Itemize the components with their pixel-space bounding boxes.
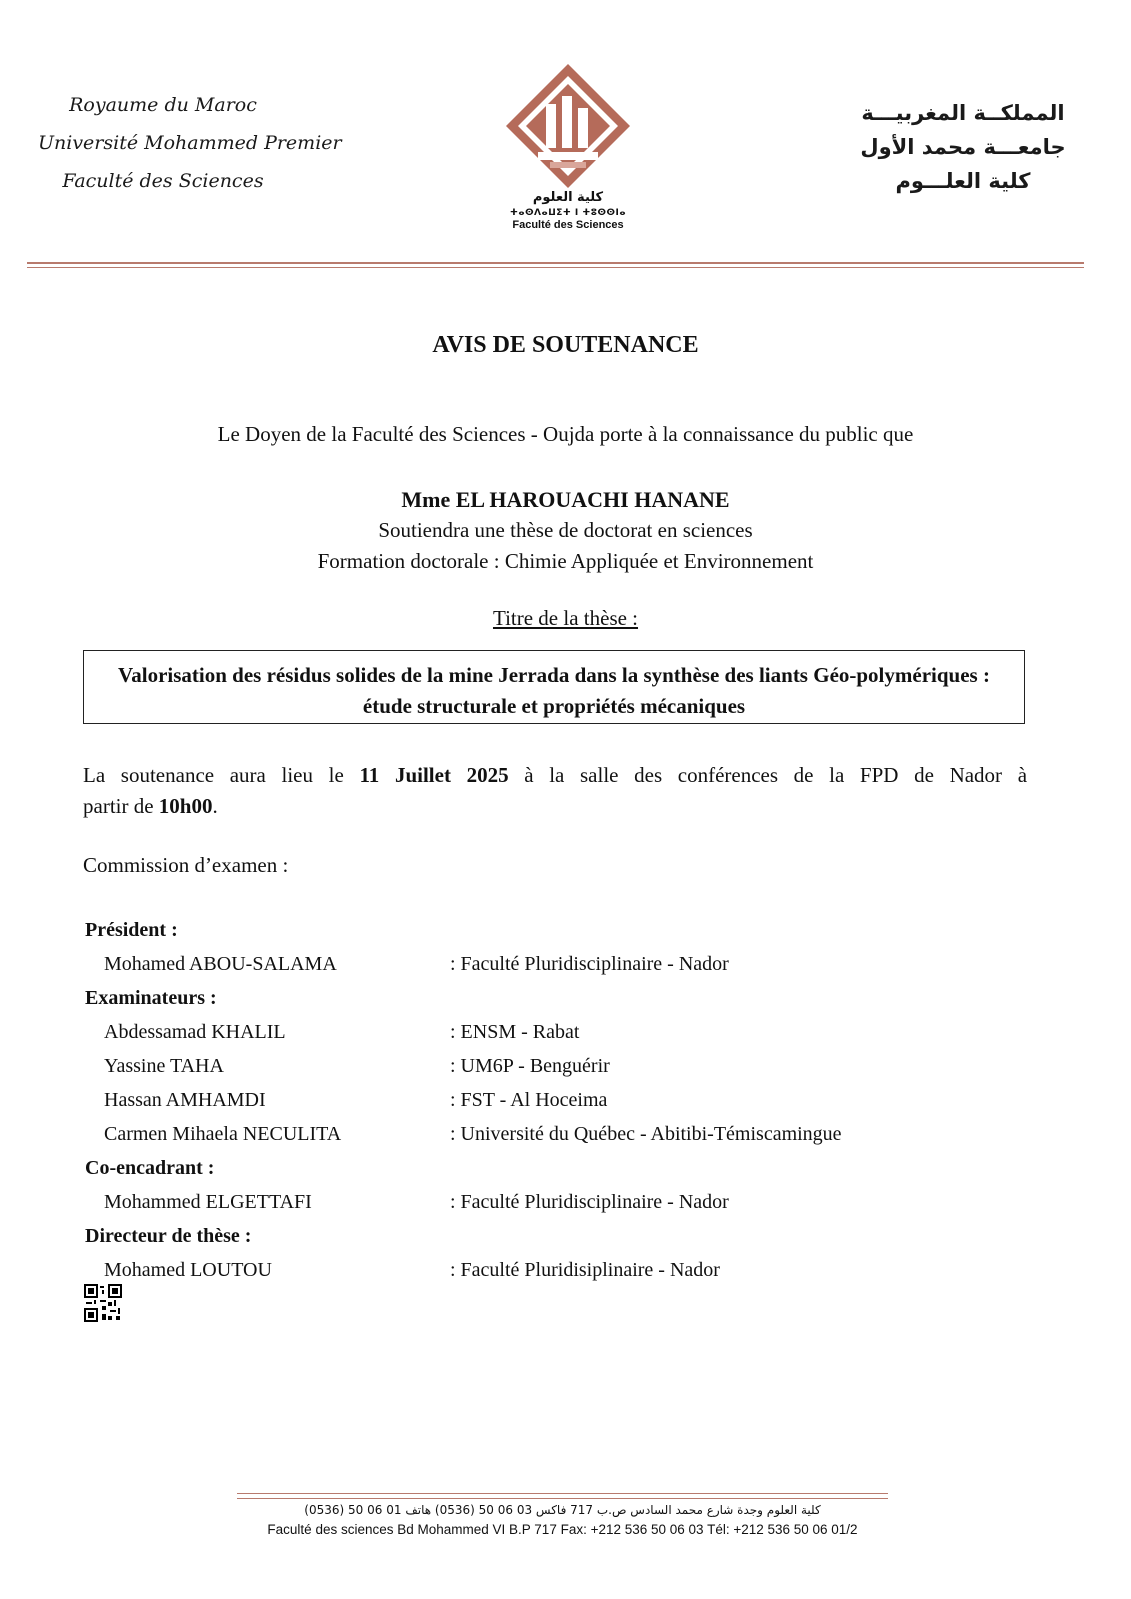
candidate-degree: Soutiendra une thèse de doctorat en sciences bbox=[378, 518, 753, 542]
jury-member bbox=[85, 1185, 1045, 1219]
member-affiliation: : ENSM - Rabat bbox=[450, 1021, 580, 1043]
header-divider bbox=[27, 262, 1084, 264]
jury-member bbox=[85, 1083, 1045, 1117]
footer-divider-thin bbox=[237, 1498, 888, 1499]
member-name: Abdessamad KHALIL bbox=[104, 1021, 286, 1043]
member-affiliation: : Faculté Pluridisciplinaire - Nador bbox=[450, 1191, 729, 1213]
header-faculty-ar: كلية العلـــوم bbox=[895, 169, 1031, 193]
footer-divider bbox=[237, 1493, 888, 1494]
jury-member bbox=[85, 1117, 1045, 1151]
jury-member bbox=[85, 947, 1045, 981]
defense-date: 11 Juillet 2025 bbox=[359, 763, 509, 787]
member-name: Mohamed ABOU-SALAMA bbox=[104, 953, 337, 975]
defense-time: 10h00 bbox=[158, 794, 213, 818]
member-affiliation: : FST - Al Hoceima bbox=[450, 1089, 608, 1111]
jury-role-president: Président : bbox=[85, 919, 178, 941]
jury-role-examiners: Examinateurs : bbox=[85, 987, 217, 1009]
header-left-block bbox=[38, 86, 342, 200]
thesis-title-box: Valorisation des résidus solides de la mine Jerrada dans la synthèse des liants Géo-polymériques : étude structurale et propriétés mécaniques bbox=[83, 650, 1025, 724]
jury-member bbox=[85, 1049, 1045, 1083]
footer-french-address: Faculté des sciences Bd Mohammed VI B.P 717 Fax: +212 536 50 06 03 Tél: +212 536 50 06 01/2 bbox=[267, 1522, 858, 1537]
candidate-name: Mme EL HAROUACHI HANANE bbox=[401, 487, 730, 512]
member-affiliation: : Faculté Pluridisiplinaire - Nador bbox=[450, 1259, 720, 1281]
member-name: Hassan AMHAMDI bbox=[104, 1089, 266, 1111]
member-name: Mohamed LOUTOU bbox=[104, 1259, 272, 1281]
logo-french-text: Faculté des Sciences bbox=[512, 219, 624, 231]
header-kingdom-ar: المملكــة المغربيـــة bbox=[861, 101, 1065, 125]
logo-arabic-text: كلية العلوم bbox=[532, 190, 604, 205]
member-name: Mohammed ELGETTAFI bbox=[104, 1191, 312, 1213]
commission-label: Commission d’examen : bbox=[83, 853, 289, 877]
jury-member bbox=[85, 1015, 1045, 1049]
page-title: AVIS DE SOUTENANCE bbox=[432, 332, 699, 358]
jury-member bbox=[85, 1253, 1045, 1287]
venue-text-2: à la salle des conférences de la FPD de Nador à bbox=[508, 763, 1028, 787]
thesis-label bbox=[0, 606, 1131, 631]
venue-text-3: partir de bbox=[83, 794, 159, 818]
member-affiliation: : Faculté Pluridisciplinaire - Nador bbox=[450, 953, 729, 975]
header-right-block bbox=[853, 96, 1073, 198]
member-affiliation: : UM6P - Benguérir bbox=[450, 1055, 610, 1077]
thesis-label-text: Titre de la thèse : bbox=[492, 606, 639, 630]
jury-role-co-supervisor: Co-encadrant : bbox=[85, 1157, 215, 1179]
venue-text-1: La soutenance aura lieu le bbox=[83, 763, 360, 787]
member-name: Yassine TAHA bbox=[104, 1055, 224, 1077]
header-university: Université Mohammed Premier bbox=[38, 132, 342, 154]
header-faculty: Faculté des Sciences bbox=[62, 170, 264, 192]
intro-text: Le Doyen de la Faculté des Sciences - Oujda porte à la connaissance du public que bbox=[217, 422, 914, 446]
header-university-ar: جامعـــة محمد الأول bbox=[860, 135, 1066, 159]
candidate-block bbox=[0, 484, 1131, 577]
venue-line-1 bbox=[83, 760, 1027, 791]
logo-tifinagh-text: ⵜⴰⵙⴷⴰⵡⵉⵜ ⵏ ⵜⵓⵙⵙⵏⴰ bbox=[509, 208, 627, 218]
jury-list bbox=[85, 913, 1045, 1287]
member-name: Carmen Mihaela NECULITA bbox=[104, 1123, 342, 1145]
venue-text-4: . bbox=[212, 794, 218, 818]
faculty-logo bbox=[488, 62, 648, 242]
header-kingdom: Royaume du Maroc bbox=[69, 94, 257, 116]
candidate-program: Formation doctorale : Chimie Appliquée et Environnement bbox=[317, 549, 814, 573]
footer-arabic-address: كلية العلوم وجدة شارع محمد السادس ص.ب 717 فاكس 03 06 50 (0536) هاتف 01 06 50 (0536) bbox=[304, 1503, 821, 1517]
header-divider-thin bbox=[27, 267, 1084, 268]
logo-emblem-icon bbox=[488, 62, 648, 190]
venue-line-2 bbox=[83, 791, 1027, 822]
member-affiliation: : Université du Québec - Abitibi-Témiscamingue bbox=[450, 1123, 842, 1145]
jury-role-director: Directeur de thèse : bbox=[85, 1225, 252, 1247]
qr-code-icon bbox=[84, 1284, 122, 1322]
